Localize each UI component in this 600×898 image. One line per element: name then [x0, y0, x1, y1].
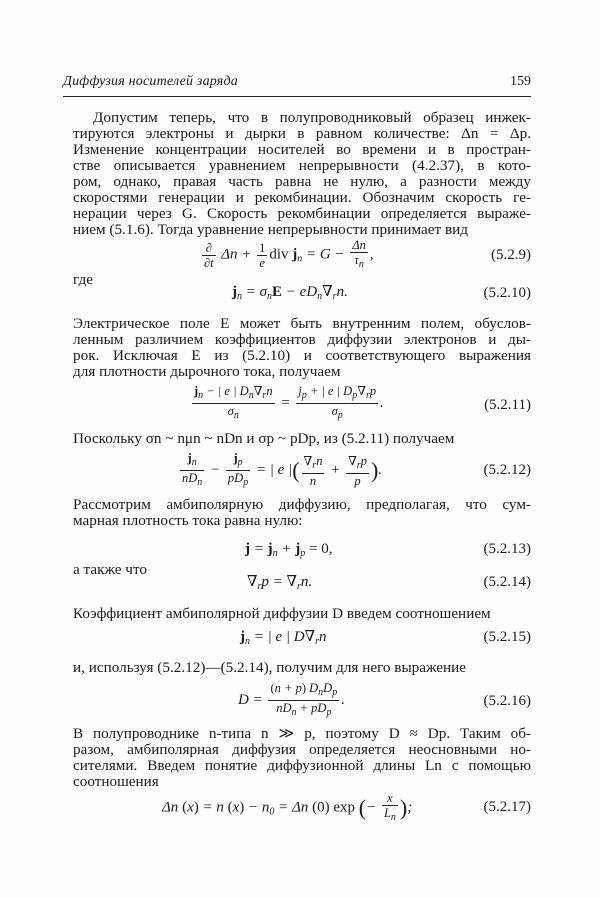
equation-5-2-12: $\frac{j_n}{nD_n}$ − $\frac{j_p}{pD_p}$ = | e |( $\frac{\nabla_rn}{n}$ + $\frac{\nabla_rp}{p}$ ). — [182, 451, 383, 488]
text-line: а также что — [73, 561, 147, 578]
text-line: Допустим теперь, что в полупроводниковый образец инжек- — [93, 109, 531, 126]
equation-5-2-16: D = $\frac{(n + p) D_nD_p}{nD_n + pD_p}$ . — [238, 681, 345, 718]
text-line: нием (5.1.6). Тогда уравнение непрерывности принимает вид — [73, 221, 468, 238]
equation-5-2-9: $\frac{\partial}{\partial t}$ Δn + $\frac{1}{e}$ div $j_n = G$ − $\frac{\Delta n}{\tau_n}$ , — [204, 238, 374, 270]
equation-number: (5.2.9) — [491, 247, 531, 263]
page-number: 159 — [510, 74, 531, 89]
text-line: рок. Исключая E из (5.2.10) и соответствующего выражения — [73, 347, 531, 364]
text-line: Изменение концентрации носителей во времени и в простран- — [73, 141, 531, 158]
text-line: Электрическое поле E может быть внутренним полем, обуслов- — [73, 315, 531, 332]
text-line: где — [73, 271, 93, 288]
equation-number: (5.2.15) — [483, 629, 531, 645]
equation-number: (5.2.17) — [483, 799, 531, 815]
text-line: Коэффициент амбиполярной диффузии D введем соотношением — [73, 605, 491, 622]
text-line: разом, амбиполярная диффузия определяется неосновными но- — [73, 741, 531, 758]
text-line: ром, однако, правая часть равна не нулю, а разности между — [73, 173, 531, 190]
text-line: В полупроводнике n-типа n ≫ p, поэтому D ≈ Dp. Таким об- — [73, 725, 531, 742]
running-head — [63, 74, 531, 92]
equation-number: (5.2.16) — [483, 693, 531, 709]
text-line: скоростями генерации и рекомбинации. Обозначим скорость ге- — [73, 189, 531, 206]
text-line: сителями. Введем понятие диффузионной длины Ln с помощью — [73, 757, 531, 774]
equation-5-2-11: $\frac{j_n - | e | D_n\nabla_rn}{\sigma_n}$ = $\frac{j_p + | e | D_p\nabla_rp}{\sigma_p}$ . — [194, 384, 384, 421]
equation-5-2-15: $j_n$ = | e | $D\nabla_rn$ — [240, 629, 327, 647]
equation-number: (5.2.11) — [484, 397, 531, 413]
equation-number: (5.2.14) — [483, 574, 531, 590]
text-line: Рассмотрим амбиполярную диффузию, предполагая, что сум- — [73, 496, 531, 513]
text-line: Поскольку σn ~ nμn ~ nDn и σp ~ pDp, из (5.2.11) получаем — [73, 430, 455, 447]
header-rule — [63, 96, 531, 97]
text-line: для плотности дырочного тока, получаем — [73, 363, 341, 380]
text-line: нерации через G. Скорость рекомбинации определяется выраже- — [73, 205, 531, 222]
text-line: марная плотность тока равна нулю: — [73, 512, 303, 529]
text-line: тируются электроны и дырки в равном количестве: Δn = Δp. — [73, 125, 531, 142]
text-line: и, используя (5.2.12)—(5.2.14), получим для него выражение — [73, 659, 467, 676]
equation-number: (5.2.13) — [483, 541, 531, 557]
text-line: ленным различием коэффициентов диффузии электронов и ды- — [73, 331, 531, 348]
text-line: стве описывается уравнением непрерывности (4.2.37), в кото- — [73, 157, 531, 174]
equation-number: (5.2.12) — [483, 462, 531, 478]
equation-5-2-13: $j = j_n + j_p = 0$, — [245, 541, 333, 559]
equation-5-2-17: Δn (x) = n $(x) - n_0 = \Delta n$ (0) exp (− $\frac{x}{L_n}$ ); — [162, 791, 413, 823]
text-line: соотношения — [73, 773, 159, 790]
running-title: Диффузия носителей заряда — [63, 74, 238, 89]
equation-5-2-14: $\nabla_rp = \nabla_rn$. — [247, 574, 313, 592]
equation-number: (5.2.10) — [483, 285, 531, 301]
equation-5-2-10: $j_n = \sigma_nE - eD_n\nabla_rn$. — [232, 284, 348, 302]
